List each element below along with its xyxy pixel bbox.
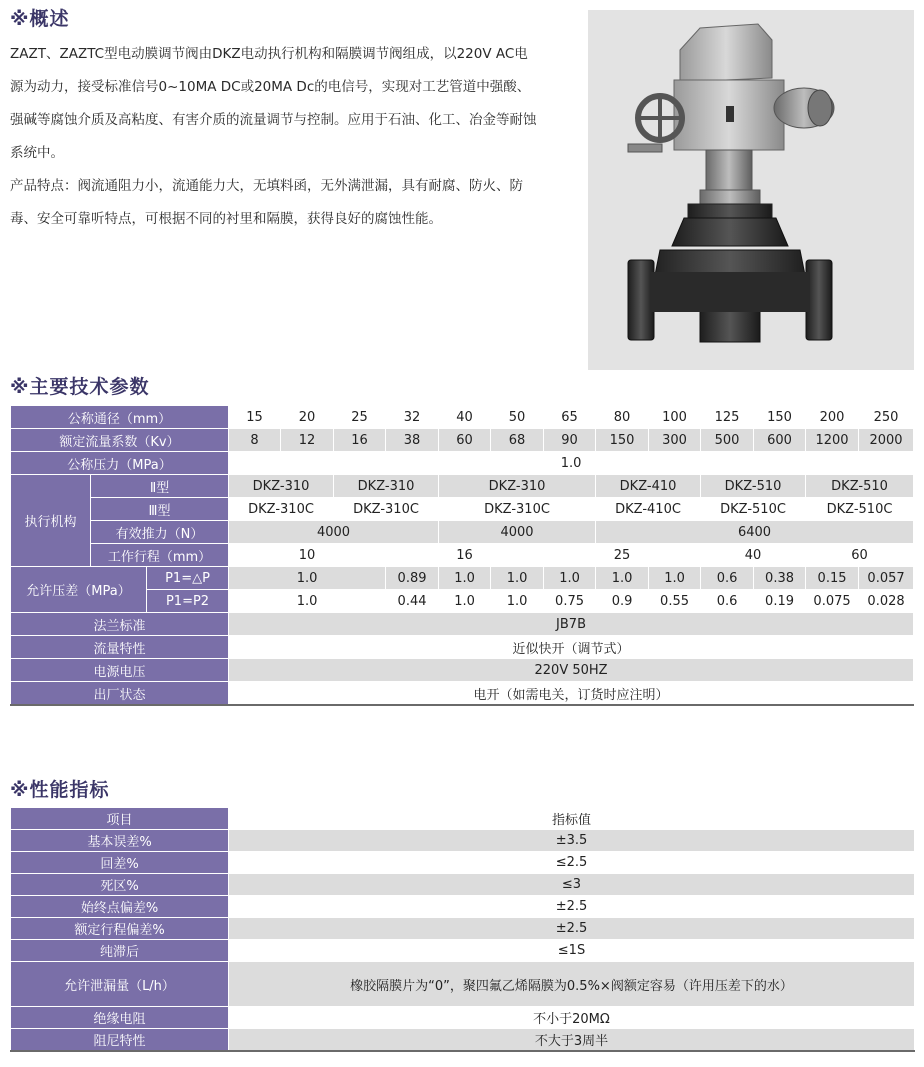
cell: DKZ-310 (439, 475, 596, 498)
cell: 0.9 (596, 590, 649, 613)
cell: DKZ-310C (229, 498, 334, 521)
overview-text (10, 38, 540, 236)
table-row-factory (11, 682, 914, 706)
actuator-group-label: 执行机构 (11, 475, 91, 567)
cell: 0.55 (649, 590, 701, 613)
cell: 0.028 (859, 590, 914, 613)
cell: 0.075 (806, 590, 859, 613)
row-label: 电源电压 (11, 659, 229, 682)
row-label: 流量特性 (11, 636, 229, 659)
cell: 1.0 (544, 567, 596, 590)
header-value: 指标值 (229, 808, 915, 830)
table-row-stroke (11, 544, 914, 567)
cell: 80 (596, 406, 649, 429)
dp-group-label: 允许压差（MPa） (11, 567, 147, 613)
cell: ±3.5 (229, 830, 915, 852)
row-label: P1=P2 (147, 590, 229, 613)
cell: 60 (806, 544, 914, 567)
table-row-type3 (11, 498, 914, 521)
cell: DKZ-310 (334, 475, 439, 498)
cell: 4000 (439, 521, 596, 544)
cell: 68 (491, 429, 544, 452)
cell: 100 (649, 406, 701, 429)
valve-product-image (588, 10, 914, 370)
row-label: 额定流量系数（Kv） (11, 429, 229, 452)
cell: 20 (281, 406, 334, 429)
cell: 300 (649, 429, 701, 452)
cell: 15 (229, 406, 281, 429)
cell: 0.44 (386, 590, 439, 613)
table-row (11, 896, 915, 918)
table-row (11, 940, 915, 962)
row-label: 阻尼特性 (11, 1029, 229, 1052)
cell: 200 (806, 406, 859, 429)
table-row-power (11, 659, 914, 682)
cell: DKZ-310C (439, 498, 596, 521)
cell: 1.0 (439, 590, 491, 613)
cell: 1.0 (229, 452, 914, 475)
table-row (11, 874, 915, 896)
cell: 0.15 (806, 567, 859, 590)
cell: 12 (281, 429, 334, 452)
row-label: 工作行程（mm） (91, 544, 229, 567)
cell: 1.0 (491, 590, 544, 613)
cell: DKZ-310C (334, 498, 439, 521)
row-label: 出厂状态 (11, 682, 229, 706)
cell: 16 (334, 429, 386, 452)
overview-paragraph-1: ZAZT、ZAZTC型电动膜调节阀由DKZ电动执行机构和隔膜调节阀组成，以220V AC电源为动力，接受标准信号0~10MA DC或20MA Dc的电信号，实现对工艺管道中强酸、强碱等腐蚀介质及高粘度、有害介质的流量调节与控制。应用于石油、化工、冶金等耐蚀系统中。 (10, 46, 537, 161)
cell: 125 (701, 406, 754, 429)
cell: 0.19 (754, 590, 806, 613)
cell: 220V 50HZ (229, 659, 914, 682)
cell: ±2.5 (229, 896, 915, 918)
specs-heading: ※主要技术参数 (10, 376, 150, 398)
table-row (11, 852, 915, 874)
cell: 25 (544, 544, 701, 567)
row-label: 法兰标准 (11, 613, 229, 636)
cell: 橡胶隔膜片为“0”，聚四氟乙烯隔膜为0.5%×阀额定容易（许用压差下的水） (229, 962, 915, 1007)
cell: ±2.5 (229, 918, 915, 940)
cell: 不小于20MΩ (229, 1007, 915, 1029)
cell: 150 (754, 406, 806, 429)
cell: 1.0 (229, 567, 386, 590)
cell: DKZ-410 (596, 475, 701, 498)
cell: 50 (491, 406, 544, 429)
cell: 90 (544, 429, 596, 452)
row-label: P1=△P (147, 567, 229, 590)
cell: 不大于3周半 (229, 1029, 915, 1052)
cell: 32 (386, 406, 439, 429)
cell: 500 (701, 429, 754, 452)
table-row-flow (11, 636, 914, 659)
cell: 1.0 (649, 567, 701, 590)
table-row (11, 1007, 915, 1029)
performance-heading: ※性能指标 (10, 779, 110, 801)
table-row-thrust (11, 521, 914, 544)
cell: 250 (859, 406, 914, 429)
cell: 4000 (229, 521, 439, 544)
cell: DKZ-410C (596, 498, 701, 521)
cell: 25 (334, 406, 386, 429)
valve-illustration (588, 10, 914, 370)
cell: 40 (439, 406, 491, 429)
row-label: 始终点偏差% (11, 896, 229, 918)
row-label: 死区% (11, 874, 229, 896)
cell: 65 (544, 406, 596, 429)
table-row-type2 (11, 475, 914, 498)
cell: 0.75 (544, 590, 596, 613)
cell: 0.6 (701, 590, 754, 613)
row-label: 纯滞后 (11, 940, 229, 962)
cell: 1.0 (229, 590, 386, 613)
cell: JB7B (229, 613, 914, 636)
cell: 60 (439, 429, 491, 452)
cell: 600 (754, 429, 806, 452)
table-row (11, 1029, 915, 1052)
row-label: Ⅱ型 (91, 475, 229, 498)
cell: DKZ-510C (701, 498, 806, 521)
cell: 40 (701, 544, 806, 567)
table-row (11, 830, 915, 852)
cell: ≤1S (229, 940, 915, 962)
cell: 16 (386, 544, 544, 567)
row-label: 有效推力（N） (91, 521, 229, 544)
cell: DKZ-310 (229, 475, 334, 498)
cell: 8 (229, 429, 281, 452)
table-header-row (11, 808, 915, 830)
table-row-dn (11, 406, 914, 429)
cell: 2000 (859, 429, 914, 452)
cell: 10 (229, 544, 386, 567)
table-row-flange (11, 613, 914, 636)
overview-paragraph-2: 产品特点：阀流通阻力小，流通能力大，无填料函，无外满泄漏，具有耐腐、防火、防毒、安全可靠听特点，可根据不同的衬里和隔膜，获得良好的腐蚀性能。 (10, 178, 523, 227)
row-label: Ⅲ型 (91, 498, 229, 521)
cell: 0.38 (754, 567, 806, 590)
row-label: 公称通径（mm） (11, 406, 229, 429)
cell: 38 (386, 429, 439, 452)
table-row-pn (11, 452, 914, 475)
cell: 1.0 (596, 567, 649, 590)
specs-table (10, 405, 914, 706)
cell: DKZ-510C (806, 498, 914, 521)
table-row (11, 918, 915, 940)
header-item: 项目 (11, 808, 229, 830)
cell: 0.89 (386, 567, 439, 590)
cell: 0.057 (859, 567, 914, 590)
row-label: 基本误差% (11, 830, 229, 852)
row-label: 公称压力（MPa） (11, 452, 229, 475)
cell: 近似快开（调节式） (229, 636, 914, 659)
cell: 电开（如需电关，订货时应注明） (229, 682, 914, 706)
table-row-kv (11, 429, 914, 452)
cell: DKZ-510 (701, 475, 806, 498)
cell: ≤3 (229, 874, 915, 896)
cell: 1.0 (439, 567, 491, 590)
table-row (11, 962, 915, 1007)
cell: 150 (596, 429, 649, 452)
performance-table (10, 807, 915, 1052)
row-label: 回差% (11, 852, 229, 874)
cell: 1.0 (491, 567, 544, 590)
row-label: 额定行程偏差% (11, 918, 229, 940)
cell: DKZ-510 (806, 475, 914, 498)
table-row-dp1 (11, 567, 914, 590)
cell: ≤2.5 (229, 852, 915, 874)
cell: 0.6 (701, 567, 754, 590)
overview-heading: ※概述 (10, 8, 70, 30)
row-label: 允许泄漏量（L/h） (11, 962, 229, 1007)
cell: 1200 (806, 429, 859, 452)
row-label: 绝缘电阻 (11, 1007, 229, 1029)
table-row-dp2 (11, 590, 914, 613)
cell: 6400 (596, 521, 914, 544)
